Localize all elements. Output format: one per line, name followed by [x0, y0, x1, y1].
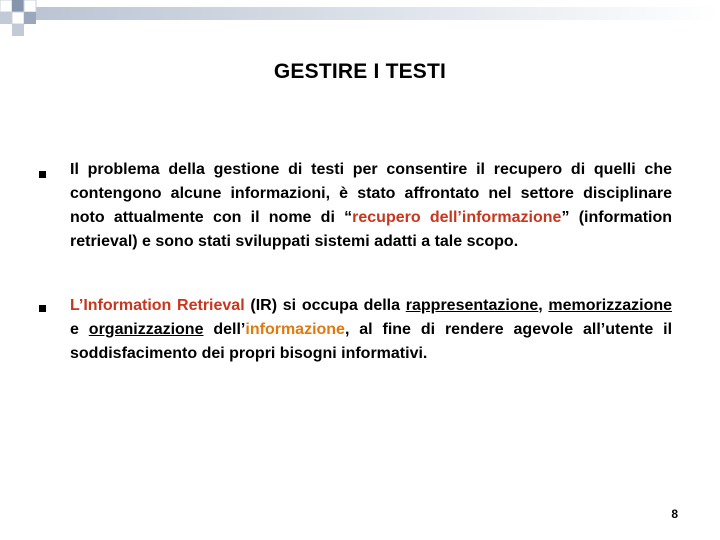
bullet-icon [39, 171, 46, 178]
para2-text: , [538, 297, 549, 314]
para2-text: dell’ [203, 321, 246, 338]
bullet-icon [39, 305, 46, 312]
para2-underlined-3: organizzazione [88, 321, 204, 338]
para2-underlined-2: memorizzazione [548, 297, 673, 314]
para1-highlight: recupero dell’informazione [352, 209, 562, 226]
checker-squares-icon [0, 0, 36, 36]
gradient-bar [20, 7, 720, 20]
paragraph-2 [70, 294, 672, 366]
page-number: 8 [671, 507, 678, 521]
para2-underlined-1: rappresentazione [405, 297, 539, 314]
para2-text: (IR) si occupa della [244, 297, 406, 314]
para2-text: e [70, 321, 89, 338]
para1-text: Il problema della gestione di testi per consentire il recupero di quelli che contengono alcune informazioni, è stato affrontato nel settore disciplinare noto attualmente con il nome di “ [70, 161, 672, 226]
header-decoration [0, 0, 720, 40]
paragraph-1 [70, 158, 672, 254]
para2-text-end: , al fine di rendere agevole all’utente il soddisfacimento dei propri bisogni informativi. [70, 321, 673, 362]
slide-title: GESTIRE I TESTI [273, 60, 447, 83]
para2-highlight-info: informazione [245, 321, 345, 338]
para2-highlight-ir: L’Information Retrieval [70, 297, 245, 314]
para1-text-end: ” (information retrieval) e sono stati sviluppati sistemi adatti a tale scopo. [70, 209, 673, 250]
